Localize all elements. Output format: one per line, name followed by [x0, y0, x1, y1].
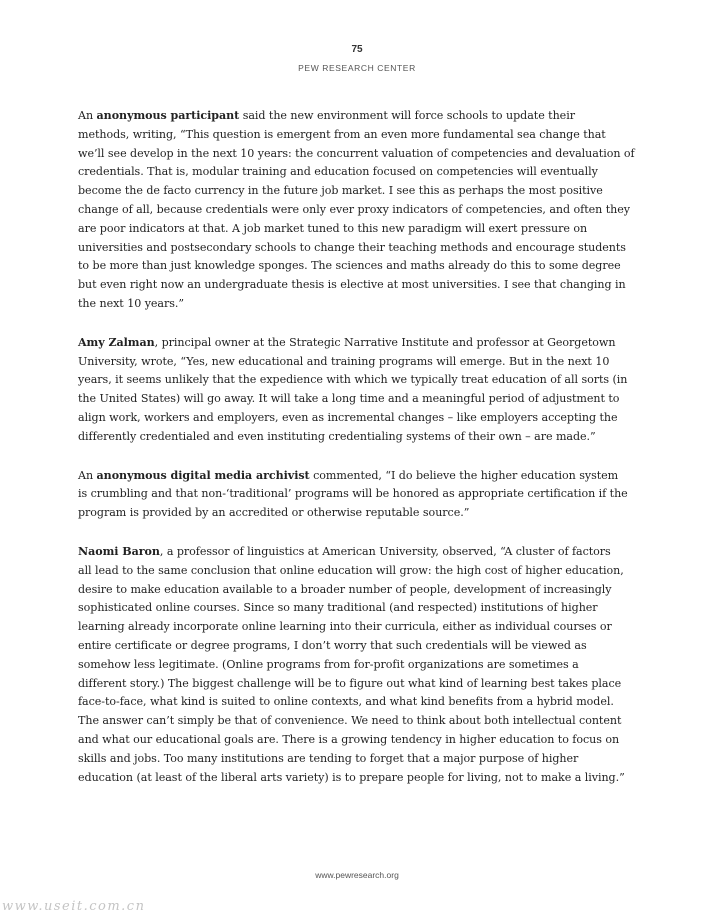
text-line: education (at least of the liberal arts variety) is to prepare people for living, not to make a living.”	[78, 770, 625, 784]
text-line: desire to make education available to a broader number of people, development of increasingly	[78, 582, 612, 596]
footer-url[interactable]: www.pewresearch.org	[315, 870, 399, 880]
text-line: all lead to the same conclusion that online education will grow: the high cost of higher education,	[78, 563, 624, 577]
text-line: are poor indicators at that. A job market tuned to this new paradigm will exert pressure on	[78, 221, 588, 235]
lead-prefix: An	[78, 468, 97, 482]
text-line: change of all, because credentials were only ever proxy indicators of competencies, and often they	[78, 202, 630, 216]
text-line: is crumbling and that non-‘traditional’ programs will be honored as appropriate certification if the	[78, 487, 628, 501]
text-line: University, wrote, “Yes, new educational and training programs will emerge. But in the next 10	[78, 354, 610, 368]
text-line: entire certificate or degree programs, I don’t worry that such credentials will be viewed as	[78, 638, 587, 652]
text-line: credentials. That is, modular training and education focused on competencies will eventually	[78, 165, 598, 179]
lead-prefix: An	[78, 109, 97, 122]
text-line: differently credentialed and even instituting credentialing systems of their own – are made.”	[78, 429, 596, 443]
text-fragment: said the new environment will force schools to update their	[239, 109, 575, 122]
speaker-name: anonymous digital media archivist	[96, 468, 310, 482]
text-line: program is provided by an accredited or otherwise reputable source.”	[78, 506, 470, 520]
text-line: become the de facto currency in the future job market. I see this as perhaps the most positive	[78, 184, 603, 198]
text-line: and what our educational goals are. There is a growing tendency in higher education to focus on	[78, 732, 620, 746]
text-line: learning already incorporate online learning into their curricula, either as individual courses or	[78, 620, 612, 634]
speaker-name: Naomi Baron	[78, 544, 160, 558]
text-line: the next 10 years.”	[78, 296, 184, 310]
text-line	[78, 467, 648, 486]
text-line	[78, 543, 648, 562]
text-fragment: , principal owner at the Strategic Narrative Institute and professor at Georgetown	[154, 335, 616, 349]
text-line: but even right now an undergraduate thesis is elective at most universities. I see that changing in	[78, 278, 626, 292]
watermark: www.useit.com.cn	[2, 899, 146, 914]
text-line: to be more than just knowledge sponges. The sciences and maths already do this to some degree	[78, 259, 621, 273]
speaker-name: anonymous participant	[96, 109, 240, 122]
paragraph-amy-zalman	[78, 334, 648, 447]
text-line: align work, workers and employers, even as incremental changes – like employers accepting the	[78, 410, 618, 424]
text-line: face-to-face, what kind is suited to online contexts, and what kind benefits from a hybrid model.	[78, 695, 614, 709]
paragraph-anonymous-participant	[78, 107, 648, 314]
text-line: The answer can’t simply be that of convenience. We need to think about both intellectual content	[78, 714, 622, 728]
org-header: PEW RESEARCH CENTER	[298, 63, 416, 73]
text-line: skills and jobs. Too many institutions are tending to forget that a major purpose of higher	[78, 751, 579, 765]
text-line: the United States) will go away. It will take a long time and a meaningful period of adjustment to	[78, 392, 620, 406]
text-line: somehow less legitimate. (Online programs from for-profit organizations are sometimes a	[78, 657, 579, 671]
page-number: 75	[351, 44, 363, 55]
text-fragment: commented, “I do believe the higher education system	[309, 468, 619, 482]
text-line: different story.) The biggest challenge will be to figure out what kind of learning best takes place	[78, 676, 622, 690]
document-body	[78, 107, 648, 807]
text-line	[78, 334, 648, 353]
paragraph-naomi-baron	[78, 543, 648, 787]
text-line	[78, 107, 648, 126]
text-line: methods, writing, “This question is emergent from an even more fundamental sea change that	[78, 127, 606, 141]
paragraph-anonymous-digital-media-archivist	[78, 467, 648, 523]
speaker-name: Amy Zalman	[78, 335, 155, 349]
text-line: sophisticated online courses. Since so many traditional (and respected) institutions of higher	[78, 601, 598, 615]
text-line: we’ll see develop in the next 10 years: the concurrent valuation of competencies and devaluation of	[78, 146, 635, 160]
text-fragment: , a professor of linguistics at American University, observed, “A cluster of factors	[159, 544, 611, 558]
text-line: universities and postsecondary schools to change their teaching methods and encourage students	[78, 240, 626, 254]
text-line: years, it seems unlikely that the expedience with which we typically treat education of all sorts (in	[78, 373, 628, 387]
